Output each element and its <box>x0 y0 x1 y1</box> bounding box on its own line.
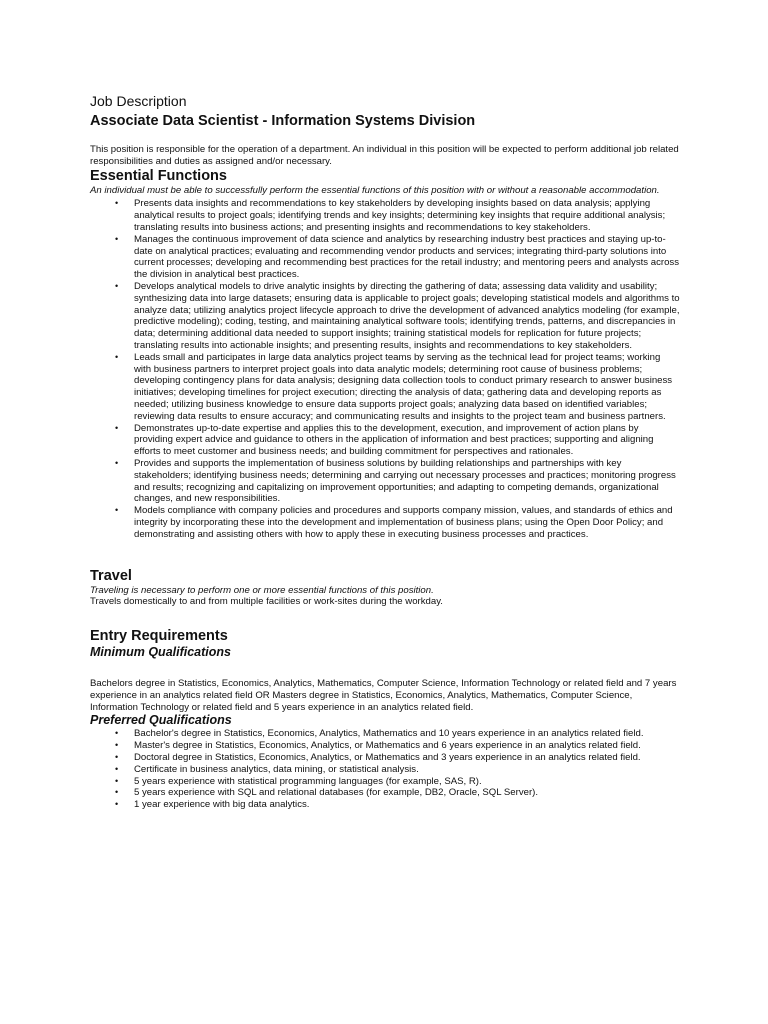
travel-text: Travels domestically to and from multiple facilities or work-sites during the workday. <box>90 596 443 608</box>
bullet-icon: • <box>115 351 119 362</box>
list-item <box>90 281 680 352</box>
list-item <box>90 352 680 423</box>
list-item-text: Provides and supports the implementation of business solutions by building relationships and partnerships with key stakeholders; identifying business needs; determining and carrying out necessary processes and practices; monitoring progress and results; recognizing and capitalizing on improvement opportunities; and adapting to competing demands, organizational changes, and new responsibilities. <box>134 457 676 505</box>
bullet-icon: • <box>115 787 119 798</box>
list-item-text: 5 years experience with SQL and relational databases (for example, DB2, Oracle, SQL Server). <box>134 787 539 799</box>
essential-functions-note: An individual must be able to successfully perform the essential functions of this position with or without a reasonable accommodation. <box>90 184 660 196</box>
bullet-icon: • <box>115 457 119 468</box>
list-item-text: Leads small and participates in large data analytics project teams by serving as the technical lead for project teams; working with business partners to interpret project goals into data analytic models; determining root cause of business problems; developing contingency plans for data analysis; designing data collection tools to conduct primary research to answer business initiatives; developing timelines for project execution; directing the analysis of data; gathering data and developing reports as needed; utilizing business knowledge to ensure data supports project goals; analyzing data based on identified variables; reviewing data results to ensure accuracy; and communicating results and insights to the project team and business partners. <box>134 351 673 422</box>
document-kicker: Job Description <box>90 93 187 109</box>
bullet-icon: • <box>115 280 119 291</box>
bullet-icon: • <box>115 775 119 786</box>
bullet-icon: • <box>115 728 119 739</box>
list-item-text: Doctoral degree in Statistics, Economics, Analytics, or Mathematics and 3 years experience in an analytics related field. <box>134 752 641 764</box>
bullet-icon: • <box>115 422 119 433</box>
travel-heading: Travel <box>90 567 132 584</box>
bullet-icon: • <box>115 233 119 244</box>
intro-paragraph: This position is responsible for the operation of a department. An individual in this position will be expected to perform additional job related responsibilities and duties as assigned and/or necessary. <box>90 144 679 167</box>
list-item <box>90 799 680 811</box>
bullet-icon: • <box>115 752 119 763</box>
list-item <box>90 198 680 233</box>
list-item-text: 1 year experience with big data analytics. <box>134 799 310 811</box>
list-item <box>90 505 680 540</box>
list-item <box>90 423 680 458</box>
bullet-icon: • <box>115 799 119 810</box>
list-item <box>90 764 680 776</box>
essential-functions-list <box>90 198 680 540</box>
list-item <box>90 787 680 799</box>
list-item-text: Manages the continuous improvement of data science and analytics by researching industry best practices and staying up-to-date on analytical practices; evaluating and recommending vendor products and services; integrating third-party solutions into current processes; developing and recommending best practices for the retail industry; and mentoring peers and analysts across the division in analytical best practices. <box>134 233 679 281</box>
list-item-text: Develops analytical models to drive analytic insights by directing the gathering of data; assessing data validity and usability; synthesizing data into large datasets; ensuring data is applicable to project goals; developing statistical models and algorithms to analyze data; utilizing analytics project lifecycle approach to drive the development of advanced analytics modeling (for example, predictive modeling); coding, testing, and maintaining analytical software tools; identifying trends, patterns, and discrepancies in data; determining additional data needed to support insights; training statistical models for replication for future projects; translating results into actionable insights; and presenting results, insights and recommendations to key stakeholders. <box>134 280 680 351</box>
preferred-qualifications-heading: Preferred Qualifications <box>90 713 232 728</box>
bullet-icon: • <box>115 740 119 751</box>
bullet-icon: • <box>115 763 119 774</box>
list-item-text: Bachelor's degree in Statistics, Economics, Analytics, Mathematics and 10 years experience in an analytics related field. <box>134 728 644 740</box>
bullet-icon: • <box>115 505 119 516</box>
list-item-text: Models compliance with company policies and procedures and supports company mission, values, and standards of ethics and integrity by incorporating these into the development and implementation of business plans; using the Open Door Policy; and demonstrating and assisting others with how to apply these in executing business processes and practices. <box>134 505 673 540</box>
list-item <box>90 728 680 740</box>
preferred-qualifications-list <box>90 728 680 811</box>
list-item-text: Demonstrates up-to-date expertise and applies this to the development, execution, and improvement of action plans by providing expert advice and guidance to others in the application of information and best practices; supporting and aligning efforts to meet customer and business needs; and building commitment for perspectives and rationales. <box>134 422 654 458</box>
list-item <box>90 234 680 281</box>
list-item-text: Certificate in business analytics, data mining, or statistical analysis. <box>134 763 419 775</box>
list-item <box>90 752 680 764</box>
document-page <box>90 92 680 811</box>
travel-note: Traveling is necessary to perform one or more essential functions of this position. <box>90 584 434 596</box>
list-item <box>90 458 680 505</box>
list-item-text: 5 years experience with statistical programming languages (for example, SAS, R). <box>134 775 482 787</box>
list-item <box>90 776 680 788</box>
entry-requirements-heading: Entry Requirements <box>90 628 228 645</box>
document-title: Associate Data Scientist - Information Systems Division <box>90 113 476 129</box>
list-item-text: Master's degree in Statistics, Economics, Analytics, or Mathematics and 6 years experience in an analytics related field. <box>134 740 641 752</box>
list-item-text: Presents data insights and recommendations to key stakeholders by developing insights based on data analysis; applying analytical results to project goals; identifying trends and key insights; determining key insights that require additional analysis; translating results into business actions; and presenting insights and recommendations to key stakeholders. <box>134 198 666 233</box>
minimum-qualifications-text: Bachelors degree in Statistics, Economics, Analytics, Mathematics, Computer Science, Information Technology or related field and 7 years experience in an analytics related field OR Masters degree in Statistics, Economics, Analytics, Mathematics, Computer Science, Information Technology or related field and 5 years experience in an analytics related field. <box>90 678 677 713</box>
bullet-icon: • <box>115 198 119 209</box>
essential-functions-heading: Essential Functions <box>90 167 227 184</box>
list-item <box>90 740 680 752</box>
minimum-qualifications-heading: Minimum Qualifications <box>90 645 231 660</box>
